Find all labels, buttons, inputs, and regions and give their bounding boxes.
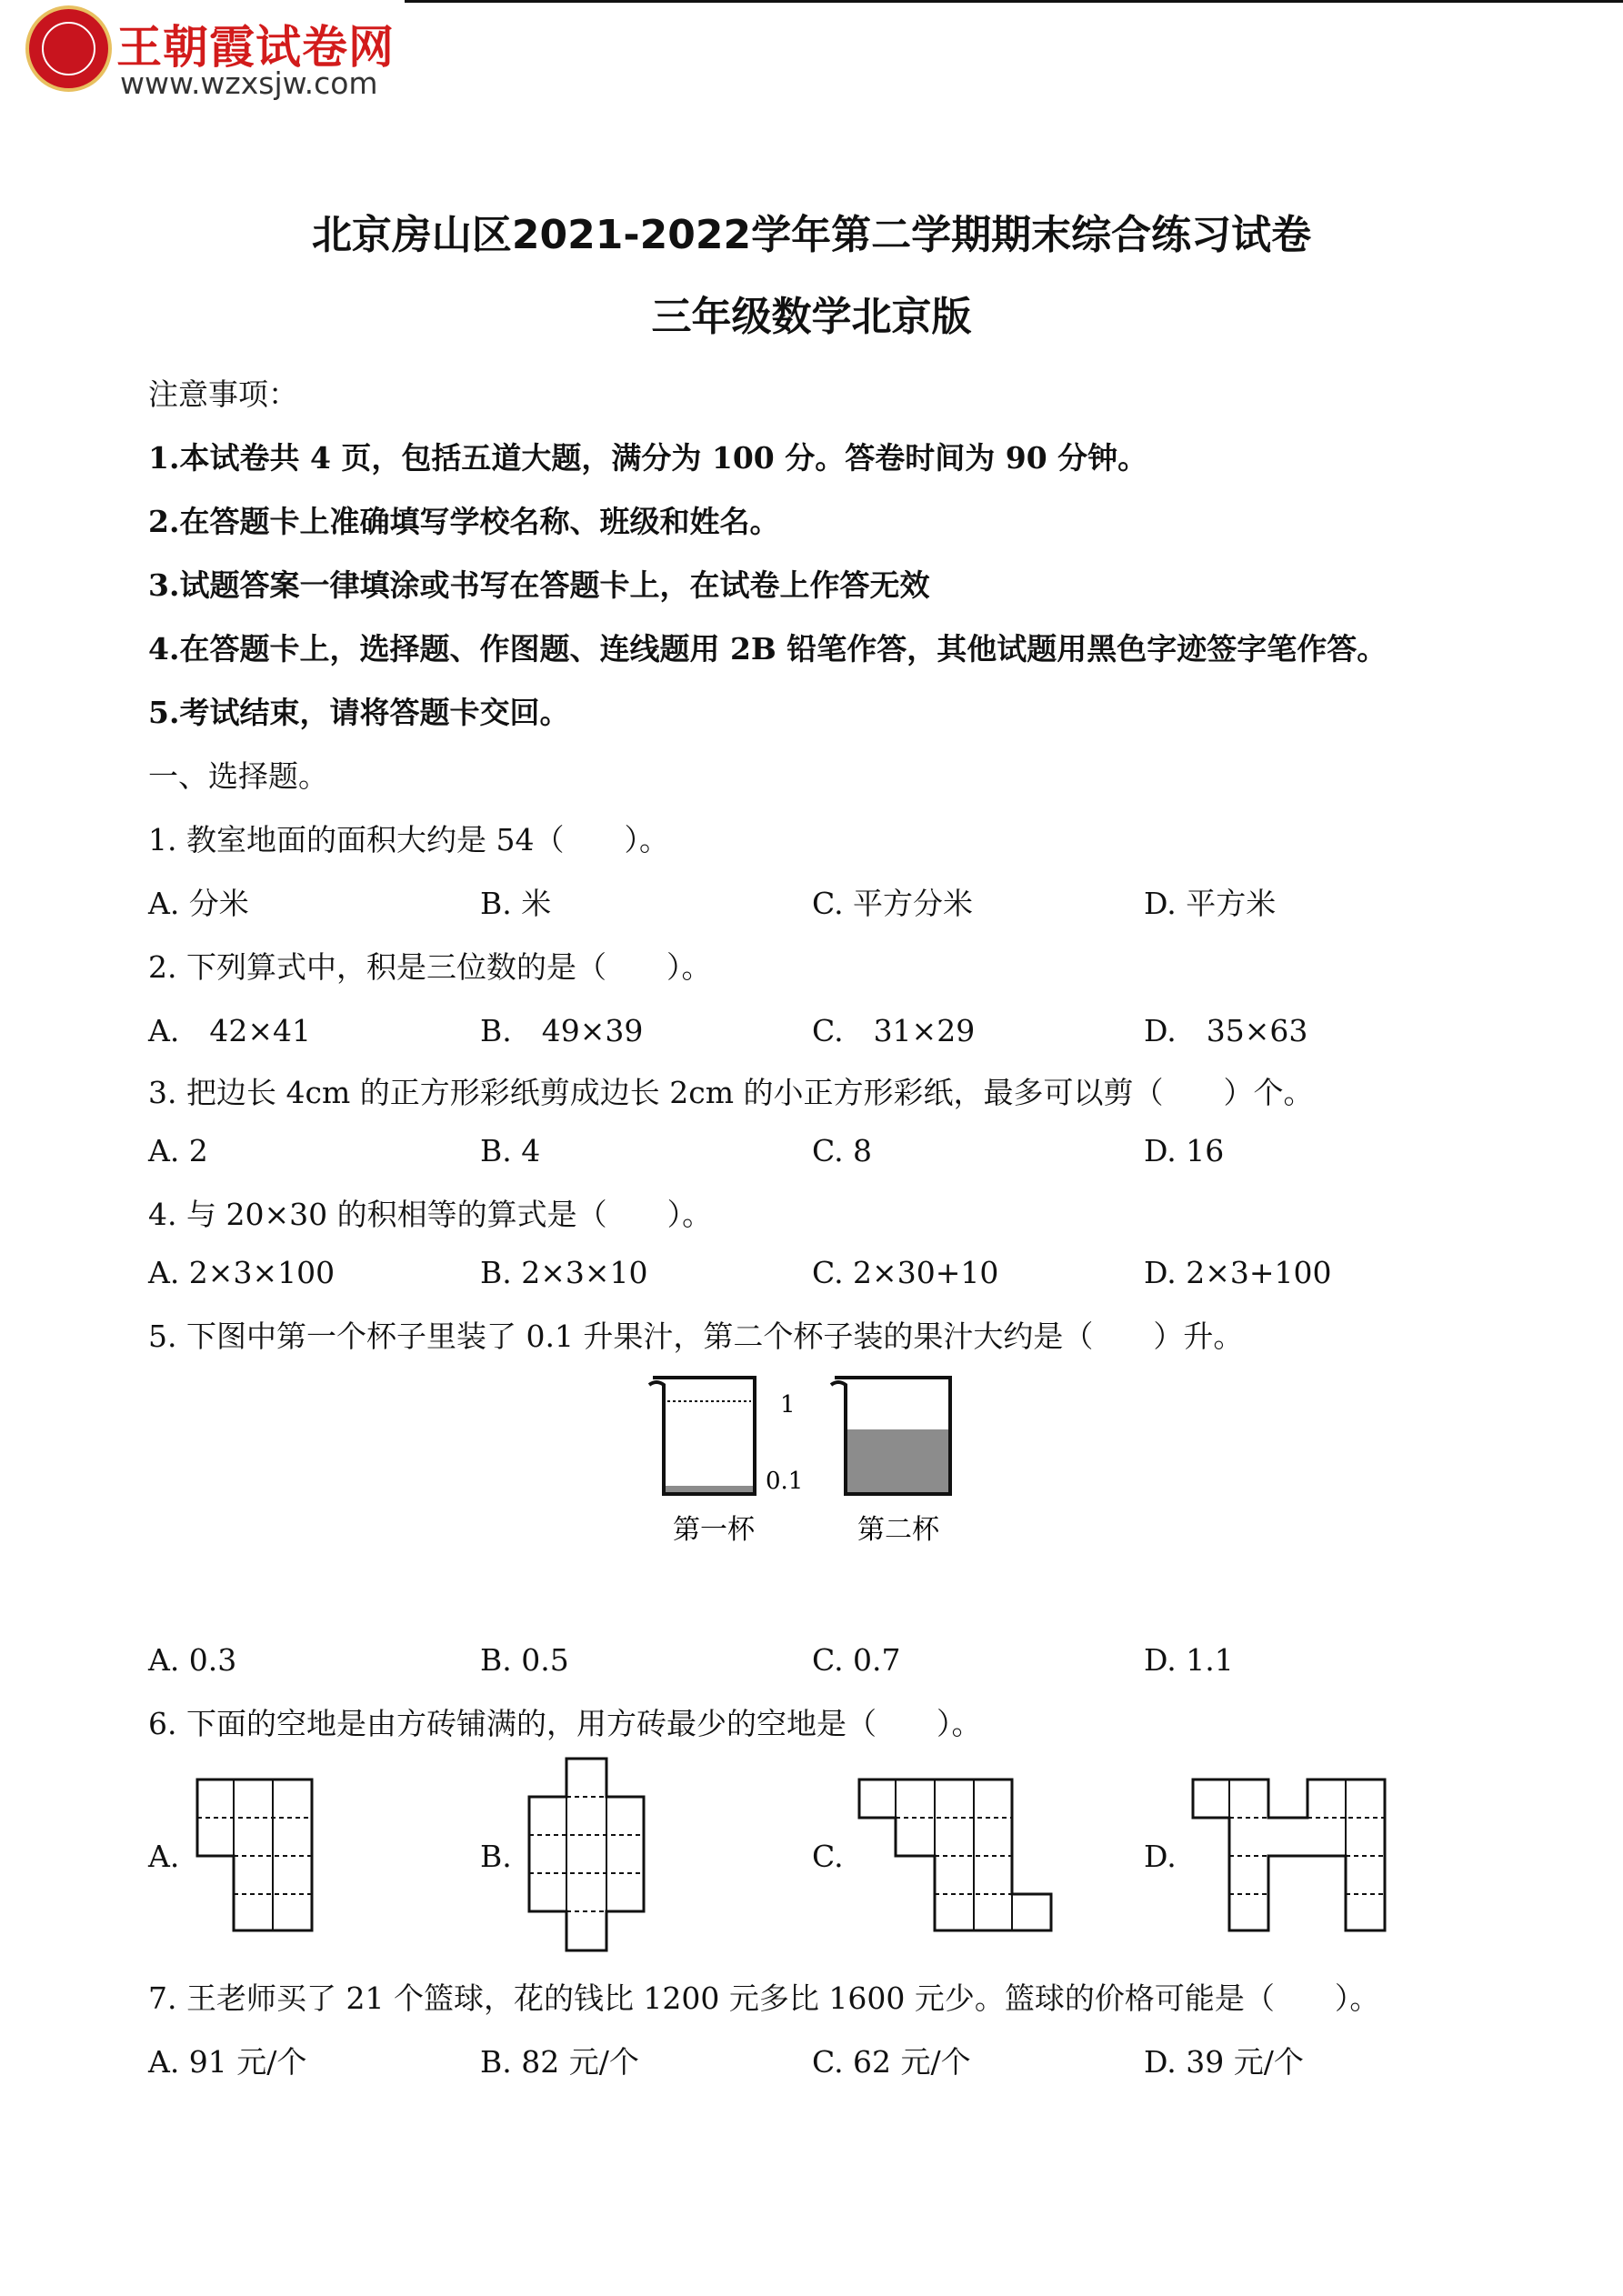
option-a[interactable]: A. 0.3 <box>148 1642 237 1678</box>
tile-shape-d <box>1191 1778 1387 1932</box>
option-d[interactable]: D. 35×63 <box>1144 1013 1308 1048</box>
cup-2 <box>831 1378 950 1494</box>
option-d[interactable]: D. 平方米 <box>1144 886 1277 921</box>
option-c[interactable]: C. 31×29 <box>812 1013 976 1048</box>
question-stem: 3. 把边长 4cm 的正方形彩纸剪成边长 2cm 的小正方形彩纸，最多可以剪（ ）个。 <box>148 1075 1314 1110</box>
option-b[interactable]: B. 米 <box>480 886 552 921</box>
question-stem: 2. 下列算式中，积是三位数的是（ ）。 <box>148 949 712 985</box>
note-item: 4.在答题卡上，选择题、作图题、连线题用 2B 铅笔作答，其他试题用黑色字迹签字笔作答。 <box>148 631 1388 667</box>
option-b[interactable]: B. 49×39 <box>480 1013 644 1048</box>
brand-logo-icon <box>25 5 112 92</box>
question-stem: 4. 与 20×30 的积相等的算式是（ ）。 <box>148 1197 713 1232</box>
note-item: 2.在答题卡上准确填写学校名称、班级和姓名。 <box>148 504 780 539</box>
note-item: 5.考试结束，请将答题卡交回。 <box>148 695 570 730</box>
option-b[interactable]: B. 82 元/个 <box>480 2044 639 2080</box>
option-c[interactable]: C. 平方分米 <box>812 886 974 921</box>
tile-shape-b <box>527 1757 646 1952</box>
option-a[interactable]: A. 91 元/个 <box>148 2044 307 2080</box>
notes-heading: 注意事项： <box>148 376 298 412</box>
option-c[interactable]: C. 8 <box>812 1133 873 1168</box>
logo-seal <box>42 22 95 75</box>
note-item: 1.本试卷共 4 页，包括五道大题，满分为 100 分。答卷时间为 90 分钟。 <box>148 440 1148 476</box>
cup-1 <box>649 1378 755 1494</box>
option-a[interactable]: A. 42×41 <box>148 1013 311 1048</box>
option-d[interactable]: D. 1.1 <box>1144 1642 1234 1678</box>
exam-subtitle: 三年级数学北京版 <box>651 294 972 340</box>
header-rule <box>405 0 1623 3</box>
site-url[interactable]: www.wzxsjw.com <box>120 65 378 101</box>
tile-shape-a <box>195 1778 314 1932</box>
option-c[interactable]: C. 2×30+10 <box>812 1255 999 1290</box>
option-c[interactable]: C. <box>812 1839 844 1874</box>
option-c[interactable]: C. 62 元/个 <box>812 2044 971 2080</box>
question-stem: 6. 下面的空地是由方砖铺满的，用方砖最少的空地是（ ）。 <box>148 1706 982 1741</box>
option-d[interactable]: D. 2×3+100 <box>1144 1255 1332 1290</box>
option-a[interactable]: A. 2 <box>148 1133 208 1168</box>
tile-shape-c <box>857 1778 1053 1932</box>
cup-2-label: 第二杯 <box>857 1514 939 1546</box>
cups-figure <box>636 1369 1000 1559</box>
option-a[interactable]: A. 分米 <box>148 886 249 921</box>
mark-0.1-label: 0.1 <box>766 1468 804 1495</box>
option-b[interactable]: B. <box>480 1839 512 1874</box>
brand-name[interactable]: 王朝霞试卷网 <box>116 21 395 74</box>
option-b[interactable]: B. 0.5 <box>480 1642 569 1678</box>
mark-1-label: 1 <box>780 1391 796 1419</box>
question-stem: 1. 教室地面的面积大约是 54（ ）。 <box>148 822 669 857</box>
question-stem: 7. 王老师买了 21 个篮球，花的钱比 1200 元多比 1600 元少。篮球的价格可能是（ ）。 <box>148 1980 1380 2016</box>
section-heading: 一、选择题。 <box>148 758 328 794</box>
question-stem: 5. 下图中第一个杯子里装了 0.1 升果汁，第二个杯子装的果汁大约是（ ）升。 <box>148 1318 1244 1354</box>
note-item: 3.试题答案一律填涂或书写在答题卡上，在试卷上作答无效 <box>148 567 930 603</box>
option-a[interactable]: A. 2×3×100 <box>148 1255 336 1290</box>
option-c[interactable]: C. 0.7 <box>812 1642 901 1678</box>
cup-1-label: 第一杯 <box>673 1514 755 1546</box>
option-d[interactable]: D. 39 元/个 <box>1144 2044 1304 2080</box>
exam-title: 北京房山区2021-2022学年第二学期期末综合练习试卷 <box>311 212 1312 258</box>
option-b[interactable]: B. 4 <box>480 1133 541 1168</box>
option-d[interactable]: D. 16 <box>1144 1133 1225 1168</box>
option-d[interactable]: D. <box>1144 1839 1177 1874</box>
option-a[interactable]: A. <box>148 1839 180 1874</box>
option-b[interactable]: B. 2×3×10 <box>480 1255 648 1290</box>
